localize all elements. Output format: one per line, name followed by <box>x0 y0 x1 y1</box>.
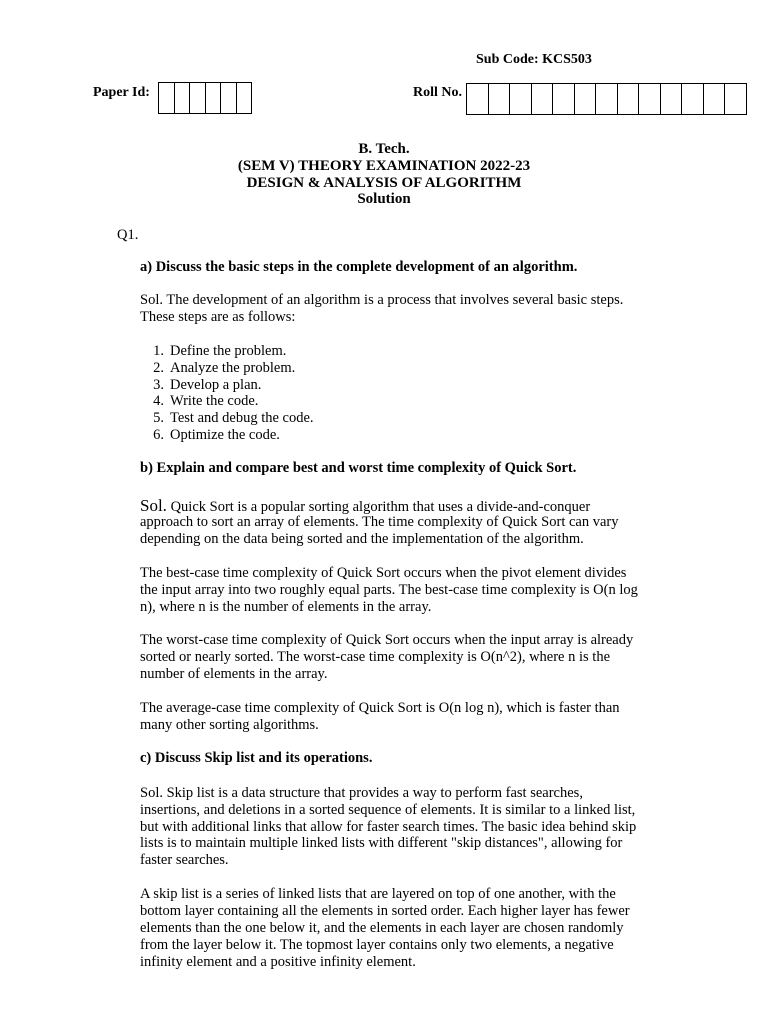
list-number: 2. <box>153 359 164 376</box>
question-a-intro-line: These steps are as follows: <box>140 309 296 325</box>
question-c-para2-line: infinity element and a positive infinity element. <box>140 954 416 970</box>
question-b-heading: b) Explain and compare best and worst time complexity of Quick Sort. <box>140 460 577 476</box>
list-number: 5. <box>153 410 164 427</box>
list-item <box>140 377 314 394</box>
question-number: Q1. <box>117 227 139 243</box>
list-text: Develop a plan. <box>170 376 262 393</box>
list-text: Optimize the code. <box>170 426 280 443</box>
list-number: 3. <box>153 376 164 393</box>
paper-id-box <box>237 82 253 114</box>
list-text: Analyze the problem. <box>170 359 296 376</box>
paper-id-label: Paper Id: <box>93 85 150 100</box>
roll-no-box <box>618 83 640 115</box>
paper-id-box <box>175 82 191 114</box>
roll-no-box <box>639 83 661 115</box>
roll-no-box <box>489 83 511 115</box>
roll-no-box <box>575 83 597 115</box>
list-item <box>140 360 314 377</box>
roll-no-box <box>467 83 489 115</box>
sub-code: Sub Code: KCS503 <box>476 52 592 67</box>
question-b-para3-line: The worst-case time complexity of Quick Sort occurs when the input array is already <box>140 632 634 648</box>
list-number: 4. <box>153 393 164 410</box>
question-c-para1-line: lists is to maintain multiple linked lists with different "skip distances", allowing for <box>140 835 623 851</box>
question-c-heading: c) Discuss Skip list and its operations. <box>140 750 373 766</box>
question-b-para4-line: many other sorting algorithms. <box>140 717 319 733</box>
question-b-para4-line: The average-case time complexity of Quick Sort is O(n log n), which is faster than <box>140 700 620 716</box>
question-c-para2-line: bottom layer containing all the elements in sorted order. Each higher layer has fewer <box>140 903 630 919</box>
question-b-para2-line: The best-case time complexity of Quick Sort occurs when the pivot element divides <box>140 565 627 581</box>
title-exam: (SEM V) THEORY EXAMINATION 2022-23 <box>237 158 531 174</box>
sol-label: Sol. <box>140 496 167 515</box>
question-a-intro-line: Sol. The development of an algorithm is a process that involves several basic steps. <box>140 292 624 308</box>
list-text: Define the problem. <box>170 343 287 359</box>
roll-no-label: Roll No. <box>413 85 462 100</box>
roll-no-box <box>510 83 532 115</box>
roll-no-box <box>532 83 554 115</box>
question-c-para2-line: A skip list is a series of linked lists that are layered on top of one another, with the <box>140 886 616 902</box>
list-item <box>140 427 314 444</box>
list-item <box>140 393 314 410</box>
list-text: Write the code. <box>170 393 259 410</box>
question-c-para2-line: elements than the one below it, and the elements in each layer are chosen randomly <box>140 920 624 936</box>
question-c-para1-line: insertions, and deletions in a sorted sequence of elements. It is similar to a linked list, <box>140 802 636 818</box>
list-number: 6. <box>153 426 164 443</box>
title-subject: DESIGN & ANALYSIS OF ALGORITHM <box>246 175 522 191</box>
question-c-para1-line: but with additional links that allow for faster search times. The basic idea behind skip <box>140 819 637 835</box>
question-b-para2-line: the input array into two roughly equal parts. The best-case time complexity is O(n log <box>140 582 638 598</box>
question-a-heading: a) Discuss the basic steps in the complete development of an algorithm. <box>140 259 578 275</box>
question-c-para1-line: faster searches. <box>140 852 229 868</box>
roll-no-box <box>596 83 618 115</box>
list-item <box>140 410 314 427</box>
roll-no-box <box>553 83 575 115</box>
paper-id-box <box>190 82 206 114</box>
question-b-para3-line: number of elements in the array. <box>140 666 328 682</box>
roll-no-box <box>704 83 726 115</box>
roll-no-boxes <box>466 83 747 115</box>
paper-id-box <box>159 82 175 114</box>
paper-id-box <box>221 82 237 114</box>
question-b-para2-line: n), where n is the number of elements in the array. <box>140 599 432 615</box>
roll-no-box <box>661 83 683 115</box>
question-c-para1-line: Sol. Skip list is a data structure that provides a way to perform fast searches, <box>140 785 583 801</box>
question-b-para3-line: sorted or nearly sorted. The worst-case time complexity is O(n^2), where n is the <box>140 649 611 665</box>
list-item <box>140 343 314 360</box>
list-number: 1. <box>153 343 164 359</box>
roll-no-box <box>725 83 747 115</box>
steps-list <box>140 343 314 444</box>
list-text: Test and debug the code. <box>170 410 314 427</box>
title-degree: B. Tech. <box>358 141 410 157</box>
paper-id-boxes <box>158 82 252 114</box>
question-c-para2-line: from the layer below it. The topmost layer contains only two elements, a negative <box>140 937 614 953</box>
para-text: Quick Sort is a popular sorting algorithm that uses a divide-and-conquer <box>166 499 591 515</box>
roll-no-box <box>682 83 704 115</box>
question-b-para1-line: depending on the data being sorted and the implementation of the algorithm. <box>140 531 584 547</box>
paper-id-box <box>206 82 222 114</box>
question-b-para1-line: approach to sort an array of elements. The time complexity of Quick Sort can vary <box>140 514 619 530</box>
title-solution: Solution <box>357 191 411 207</box>
